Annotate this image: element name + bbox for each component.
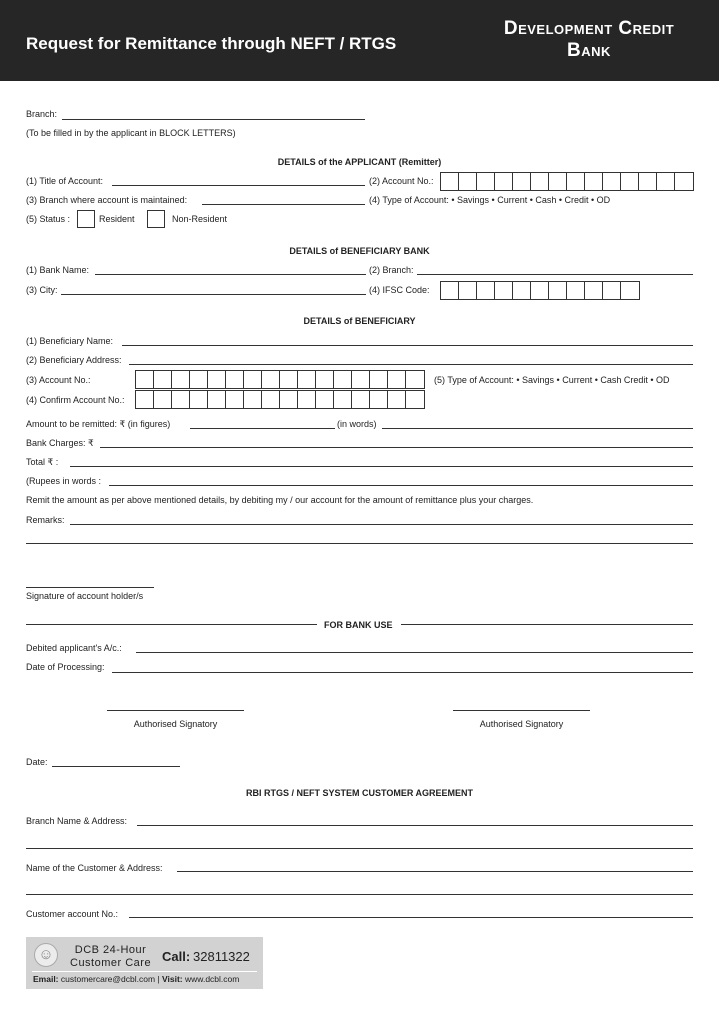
ifsc-boxes[interactable] <box>440 281 640 300</box>
beneficiary-account-no-boxes[interactable] <box>135 370 425 389</box>
bank-charges-label: Bank Charges: ₹ <box>26 438 94 448</box>
branch-maintained-field[interactable] <box>202 204 365 205</box>
auth-signatory-right-line[interactable] <box>453 710 590 711</box>
status-label: (5) Status : <box>26 214 71 224</box>
applicant-account-no-boxes[interactable] <box>440 172 694 191</box>
call-number[interactable]: 32811322 <box>193 949 250 964</box>
bank-name-line1: Development Credit <box>503 18 675 39</box>
page-header <box>0 0 719 81</box>
contact-line <box>33 974 239 984</box>
beneficiary-account-no-label: (3) Account No.: <box>26 375 91 385</box>
debited-label: Debited applicant's A/c.: <box>26 643 122 653</box>
branch-address-label: Branch Name & Address: <box>26 816 128 826</box>
beneficiary-heading: DETAILS of BENEFICIARY <box>303 316 416 326</box>
customer-care-line2: Customer Care <box>70 957 152 969</box>
remarks-field-line2[interactable] <box>26 543 693 544</box>
date-label: Date: <box>26 757 48 767</box>
auth-signatory-right-label: Authorised Signatory <box>479 719 564 729</box>
city-field[interactable] <box>61 294 366 295</box>
resident-checkbox[interactable] <box>77 210 95 228</box>
confirm-account-boxes[interactable] <box>135 390 425 409</box>
branch-address-field[interactable] <box>137 825 693 826</box>
customer-care-box <box>26 937 263 989</box>
city-label: (3) City: <box>26 285 58 295</box>
debited-field[interactable] <box>136 652 693 653</box>
visit-label: Visit: <box>162 974 183 984</box>
non-resident-checkbox[interactable] <box>147 210 165 228</box>
amount-figures-label: Amount to be remitted: ₹ (in figures) <box>26 419 171 429</box>
branch-maintained-label: (3) Branch where account is maintained: <box>26 195 188 205</box>
beneficiary-type-of-account: (5) Type of Account: • Savings • Current • Cash Credit • OD <box>434 375 670 385</box>
confirm-account-label: (4) Confirm Account No.: <box>26 395 125 405</box>
non-resident-label: Non-Resident <box>172 214 228 224</box>
applicant-type-of-account: (4) Type of Account: • Savings • Current • Cash • Credit • OD <box>369 195 611 205</box>
contact-separator: | <box>157 974 160 984</box>
bank-name-label: (1) Bank Name: <box>26 265 90 275</box>
block-letters-note: (To be filled in by the applicant in BLOCK LETTERS) <box>26 128 236 138</box>
branch-label: Branch: <box>26 109 58 119</box>
customer-address-field[interactable] <box>177 871 693 872</box>
remit-instruction: Remit the amount as per above mentioned details, by debiting my / our account for the amount of remittance plus your charges. <box>26 495 534 505</box>
amount-figures-field[interactable] <box>190 428 335 429</box>
title-of-account-label: (1) Title of Account: <box>26 176 104 186</box>
website-link[interactable]: www.dcbl.com <box>185 974 240 984</box>
date-field[interactable] <box>52 766 180 767</box>
branch-address-field-line2[interactable] <box>26 848 693 849</box>
call-label: Call: <box>162 949 191 964</box>
beneficiary-name-field[interactable] <box>122 345 693 346</box>
bank-use-heading: FOR BANK USE <box>324 620 393 630</box>
resident-label: Resident <box>99 214 135 224</box>
agreement-heading: RBI RTGS / NEFT SYSTEM CUSTOMER AGREEMENT <box>245 788 473 798</box>
customer-address-label: Name of the Customer & Address: <box>26 863 163 873</box>
customer-account-field[interactable] <box>129 917 693 918</box>
title-of-account-field[interactable] <box>112 185 365 186</box>
applicant-account-no-label: (2) Account No.: <box>369 176 434 186</box>
rupees-words-label: (Rupees in words : <box>26 476 102 486</box>
bank-name-field[interactable] <box>95 274 366 275</box>
bank-branch-label: (2) Branch: <box>369 265 414 275</box>
beneficiary-name-label: (1) Beneficiary Name: <box>26 336 114 346</box>
customer-address-field-line2[interactable] <box>26 894 693 895</box>
customer-care-title <box>70 944 151 970</box>
rupees-words-field[interactable] <box>109 485 693 486</box>
customer-account-label: Customer account No.: <box>26 909 119 919</box>
auth-signatory-left-label: Authorised Signatory <box>133 719 218 729</box>
signature-line[interactable] <box>26 587 154 588</box>
bank-branch-field[interactable] <box>417 274 693 275</box>
customer-care-line1: DCB 24-Hour <box>74 944 147 956</box>
beneficiary-bank-heading: DETAILS of BENEFICIARY BANK <box>289 246 430 256</box>
ifsc-label: (4) IFSC Code: <box>369 285 430 295</box>
signature-label: Signature of account holder/s <box>26 591 144 601</box>
customer-care-divider <box>32 971 257 972</box>
total-label: Total ₹ : <box>26 457 59 467</box>
remarks-label: Remarks: <box>26 515 65 525</box>
bank-use-divider-right <box>401 624 693 625</box>
beneficiary-address-field[interactable] <box>129 364 693 365</box>
amount-words-label: (in words) <box>337 419 377 429</box>
auth-signatory-left-line[interactable] <box>107 710 244 711</box>
email-label: Email: <box>33 974 59 984</box>
branch-field[interactable] <box>62 119 365 120</box>
email-link[interactable]: customercare@dcbl.com <box>60 974 156 984</box>
bank-name <box>478 18 700 62</box>
date-processing-label: Date of Processing: <box>26 662 105 672</box>
remarks-field[interactable] <box>70 524 693 525</box>
form-title: Request for Remittance through NEFT / RTGS <box>26 34 397 53</box>
date-processing-field[interactable] <box>112 672 693 673</box>
smiley-icon: ☺ <box>34 943 58 967</box>
applicant-heading: DETAILS of the APPLICANT (Remitter) <box>277 157 442 167</box>
bank-charges-field[interactable] <box>100 447 693 448</box>
amount-words-field[interactable] <box>382 428 693 429</box>
bank-use-divider-left <box>26 624 317 625</box>
beneficiary-address-label: (2) Beneficiary Address: <box>26 355 122 365</box>
total-field[interactable] <box>70 466 693 467</box>
bank-name-line2: Bank <box>567 40 611 61</box>
